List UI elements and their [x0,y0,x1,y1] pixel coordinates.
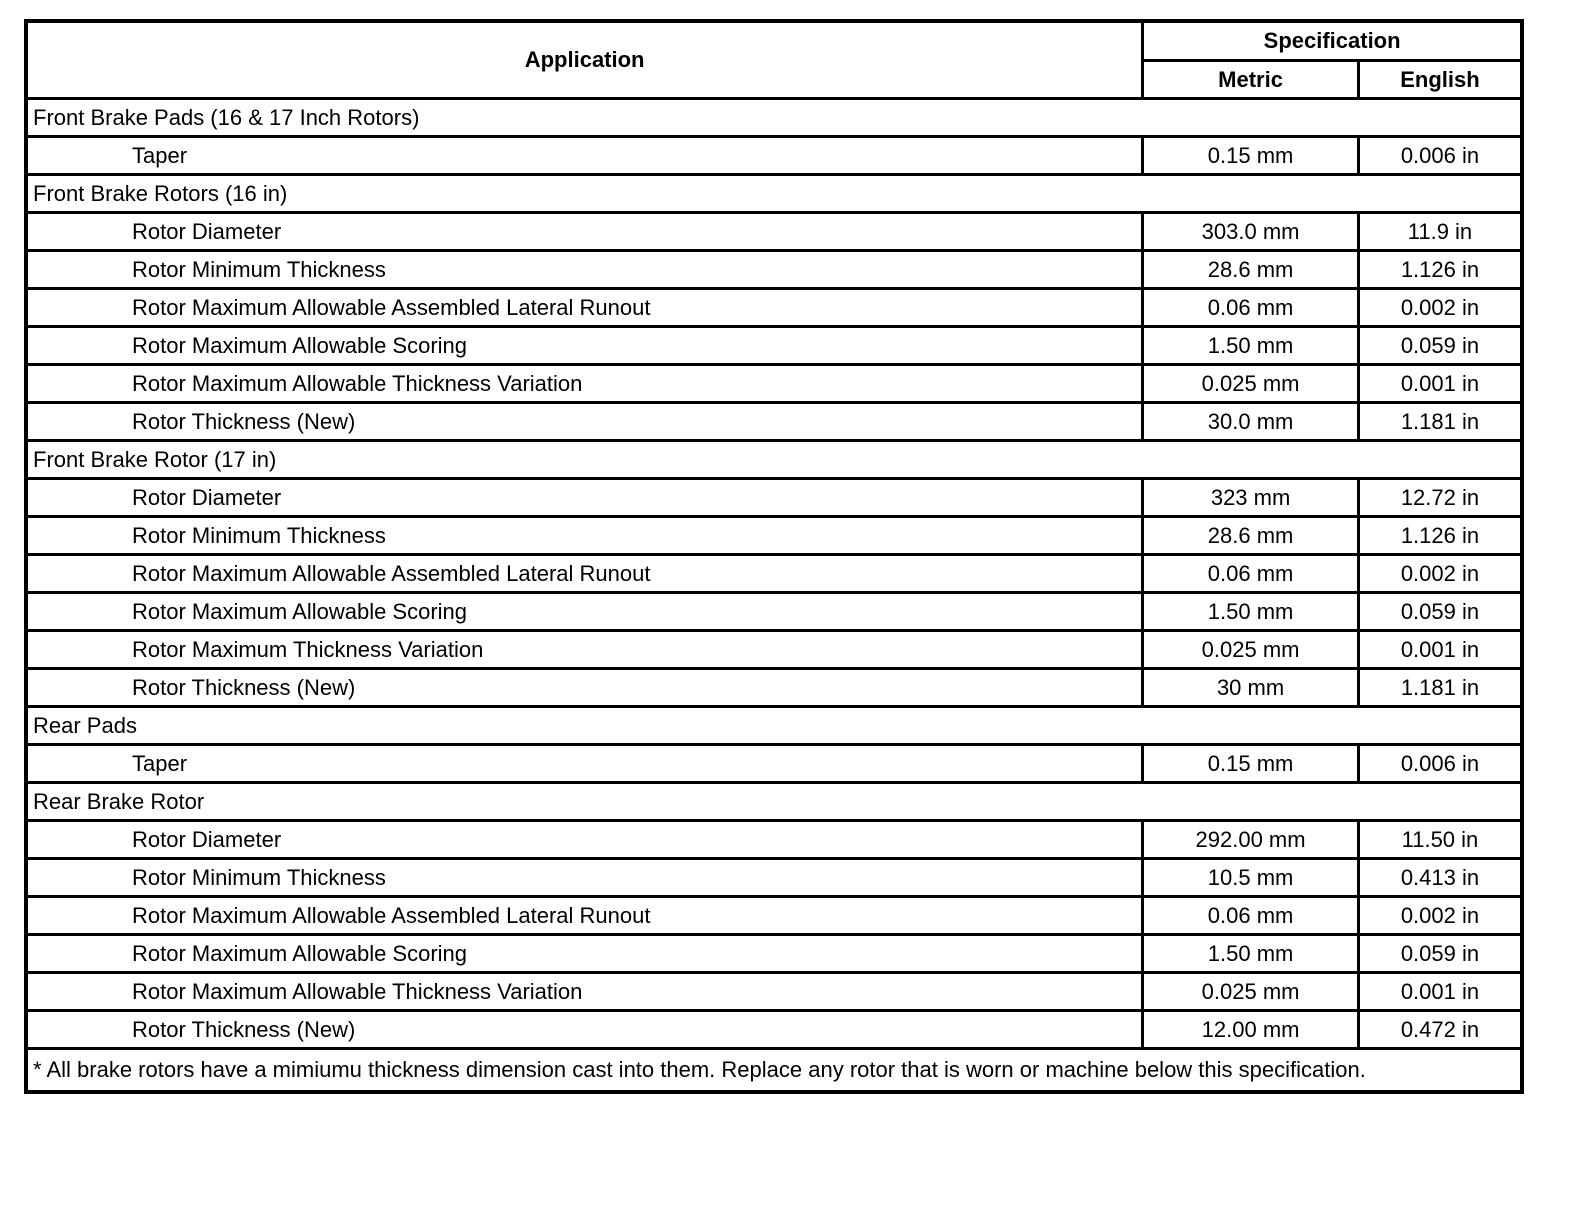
group-row [26,783,1522,821]
table-row [26,669,1522,707]
table-body [26,99,1522,1049]
metric-value: 0.15 mm [1143,137,1359,175]
table-row [26,403,1522,441]
metric-value: 0.06 mm [1143,897,1359,935]
english-value: 0.001 in [1358,365,1522,403]
table-row [26,517,1522,555]
english-value: 1.126 in [1358,517,1522,555]
row-label: Rotor Maximum Allowable Assembled Lateral Runout [26,555,1143,593]
table-row [26,821,1522,859]
header-specification: Specification [1143,21,1522,60]
group-title: Front Brake Rotors (16 in) [26,175,1522,213]
group-row [26,441,1522,479]
header-english: English [1358,60,1522,99]
english-value: 0.002 in [1358,555,1522,593]
english-value: 12.72 in [1358,479,1522,517]
english-value: 0.001 in [1358,973,1522,1011]
row-label: Taper [26,745,1143,783]
english-value: 1.181 in [1358,403,1522,441]
english-value: 0.002 in [1358,897,1522,935]
row-label: Rotor Maximum Allowable Thickness Variation [26,973,1143,1011]
metric-value: 1.50 mm [1143,327,1359,365]
table-row [26,251,1522,289]
group-row [26,175,1522,213]
metric-value: 12.00 mm [1143,1011,1359,1049]
row-label: Rotor Maximum Allowable Scoring [26,593,1143,631]
table-row [26,897,1522,935]
english-value: 0.001 in [1358,631,1522,669]
row-label: Rotor Minimum Thickness [26,859,1143,897]
row-label: Rotor Maximum Allowable Assembled Lateral Runout [26,289,1143,327]
english-value: 0.413 in [1358,859,1522,897]
row-label: Rotor Maximum Allowable Assembled Lateral Runout [26,897,1143,935]
brake-specification-table [24,19,1524,1094]
english-value: 0.059 in [1358,593,1522,631]
metric-value: 1.50 mm [1143,593,1359,631]
metric-value: 10.5 mm [1143,859,1359,897]
table-row [26,859,1522,897]
row-label: Rotor Maximum Thickness Variation [26,631,1143,669]
metric-value: 28.6 mm [1143,517,1359,555]
metric-value: 30.0 mm [1143,403,1359,441]
row-label: Rotor Diameter [26,213,1143,251]
header-metric: Metric [1143,60,1359,99]
row-label: Rotor Diameter [26,821,1143,859]
table-row [26,935,1522,973]
english-value: 0.059 in [1358,935,1522,973]
table-row [26,479,1522,517]
row-label: Rotor Maximum Allowable Thickness Variation [26,365,1143,403]
table-row [26,973,1522,1011]
table-row [26,745,1522,783]
english-value: 0.002 in [1358,289,1522,327]
metric-value: 30 mm [1143,669,1359,707]
metric-value: 303.0 mm [1143,213,1359,251]
english-value: 1.181 in [1358,669,1522,707]
table-row [26,365,1522,403]
english-value: 0.472 in [1358,1011,1522,1049]
metric-value: 28.6 mm [1143,251,1359,289]
english-value: 0.059 in [1358,327,1522,365]
table-row [26,1011,1522,1049]
metric-value: 323 mm [1143,479,1359,517]
group-row [26,707,1522,745]
header-application: Application [26,21,1143,99]
metric-value: 1.50 mm [1143,935,1359,973]
english-value: 11.9 in [1358,213,1522,251]
metric-value: 0.025 mm [1143,973,1359,1011]
english-value: 1.126 in [1358,251,1522,289]
table-row [26,327,1522,365]
footnote: * All brake rotors have a mimiumu thickness dimension cast into them. Replace any rotor that is worn or machine below this specification. [26,1049,1522,1093]
metric-value: 292.00 mm [1143,821,1359,859]
row-label: Rotor Minimum Thickness [26,517,1143,555]
table-row [26,213,1522,251]
row-label: Taper [26,137,1143,175]
group-title: Front Brake Rotor (17 in) [26,441,1522,479]
row-label: Rotor Diameter [26,479,1143,517]
table-header [26,21,1522,99]
metric-value: 0.06 mm [1143,555,1359,593]
row-label: Rotor Minimum Thickness [26,251,1143,289]
group-row [26,99,1522,137]
metric-value: 0.025 mm [1143,631,1359,669]
english-value: 0.006 in [1358,745,1522,783]
english-value: 11.50 in [1358,821,1522,859]
metric-value: 0.15 mm [1143,745,1359,783]
english-value: 0.006 in [1358,137,1522,175]
table-row [26,631,1522,669]
row-label: Rotor Maximum Allowable Scoring [26,935,1143,973]
row-label: Rotor Thickness (New) [26,403,1143,441]
table-row [26,137,1522,175]
group-title: Front Brake Pads (16 & 17 Inch Rotors) [26,99,1522,137]
group-title: Rear Pads [26,707,1522,745]
group-title: Rear Brake Rotor [26,783,1522,821]
metric-value: 0.06 mm [1143,289,1359,327]
metric-value: 0.025 mm [1143,365,1359,403]
row-label: Rotor Thickness (New) [26,669,1143,707]
table-row [26,593,1522,631]
table-row [26,555,1522,593]
row-label: Rotor Thickness (New) [26,1011,1143,1049]
row-label: Rotor Maximum Allowable Scoring [26,327,1143,365]
table-row [26,289,1522,327]
